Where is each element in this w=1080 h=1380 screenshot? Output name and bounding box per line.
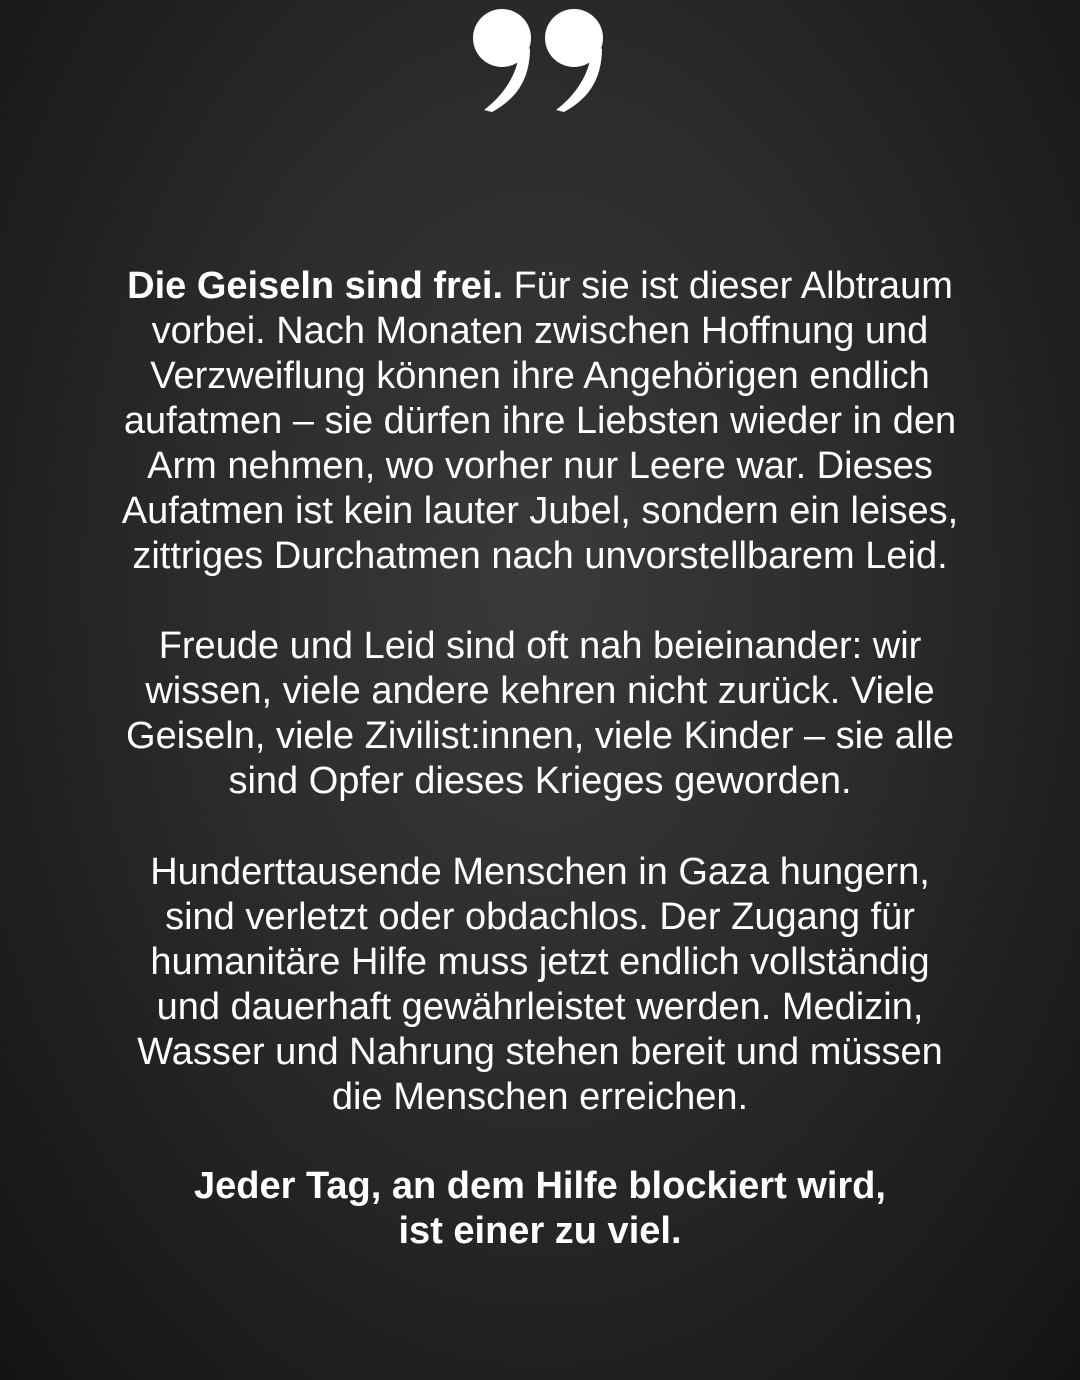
paragraph-line: Aufatmen ist kein lauter Jubel, sondern ein leises, bbox=[121, 490, 959, 532]
paragraph-joy-and-sorrow bbox=[40, 624, 1040, 804]
paragraph-line: und dauerhaft gewährleistet werden. Medizin, bbox=[156, 986, 924, 1028]
closing-statement bbox=[40, 1164, 1040, 1254]
paragraph-line: sind Opfer dieses Krieges geworden. bbox=[228, 760, 852, 802]
paragraph-line: Geiseln, viele Zivilist:innen, viele Kinder – sie alle bbox=[126, 715, 954, 757]
paragraph-line: wissen, viele andere kehren nicht zurück. Viele bbox=[145, 670, 935, 712]
paragraph-line: Wasser und Nahrung stehen bereit und müssen bbox=[137, 1031, 943, 1073]
paragraph-line: zittriges Durchatmen nach unvorstellbarem Leid. bbox=[132, 535, 948, 577]
lead-continuation: Für sie ist dieser Albtraum bbox=[503, 265, 953, 307]
closing-line: Jeder Tag, an dem Hilfe blockiert wird, bbox=[194, 1165, 886, 1207]
paragraph-line: vorbei. Nach Monaten zwischen Hoffnung und bbox=[151, 310, 929, 352]
paragraph-hostages-freed bbox=[40, 264, 1040, 579]
paragraph-line: aufatmen – sie dürfen ihre Liebsten wieder in den bbox=[123, 400, 957, 442]
paragraph-line: Hunderttausende Menschen in Gaza hungern, bbox=[150, 851, 930, 893]
paragraph-line: die Menschen erreichen. bbox=[331, 1076, 749, 1118]
closing-line: ist einer zu viel. bbox=[398, 1210, 682, 1252]
paragraph-line bbox=[40, 264, 1040, 309]
closing-quotation-mark-icon bbox=[470, 8, 610, 112]
paragraph-line: Verzweiflung können ihre Angehörigen endlich bbox=[150, 355, 930, 397]
paragraph-line: Freude und Leid sind oft nah beieinander: wir bbox=[158, 625, 922, 667]
paragraph-line: sind verletzt oder obdachlos. Der Zugang für bbox=[165, 896, 915, 938]
paragraph-line: humanitäre Hilfe muss jetzt endlich vollständig bbox=[150, 941, 930, 983]
lead-statement: Die Geiseln sind frei. bbox=[127, 265, 504, 307]
paragraph-line: Arm nehmen, wo vorher nur Leere war. Dieses bbox=[147, 445, 933, 487]
paragraph-humanitarian-aid bbox=[40, 850, 1040, 1120]
